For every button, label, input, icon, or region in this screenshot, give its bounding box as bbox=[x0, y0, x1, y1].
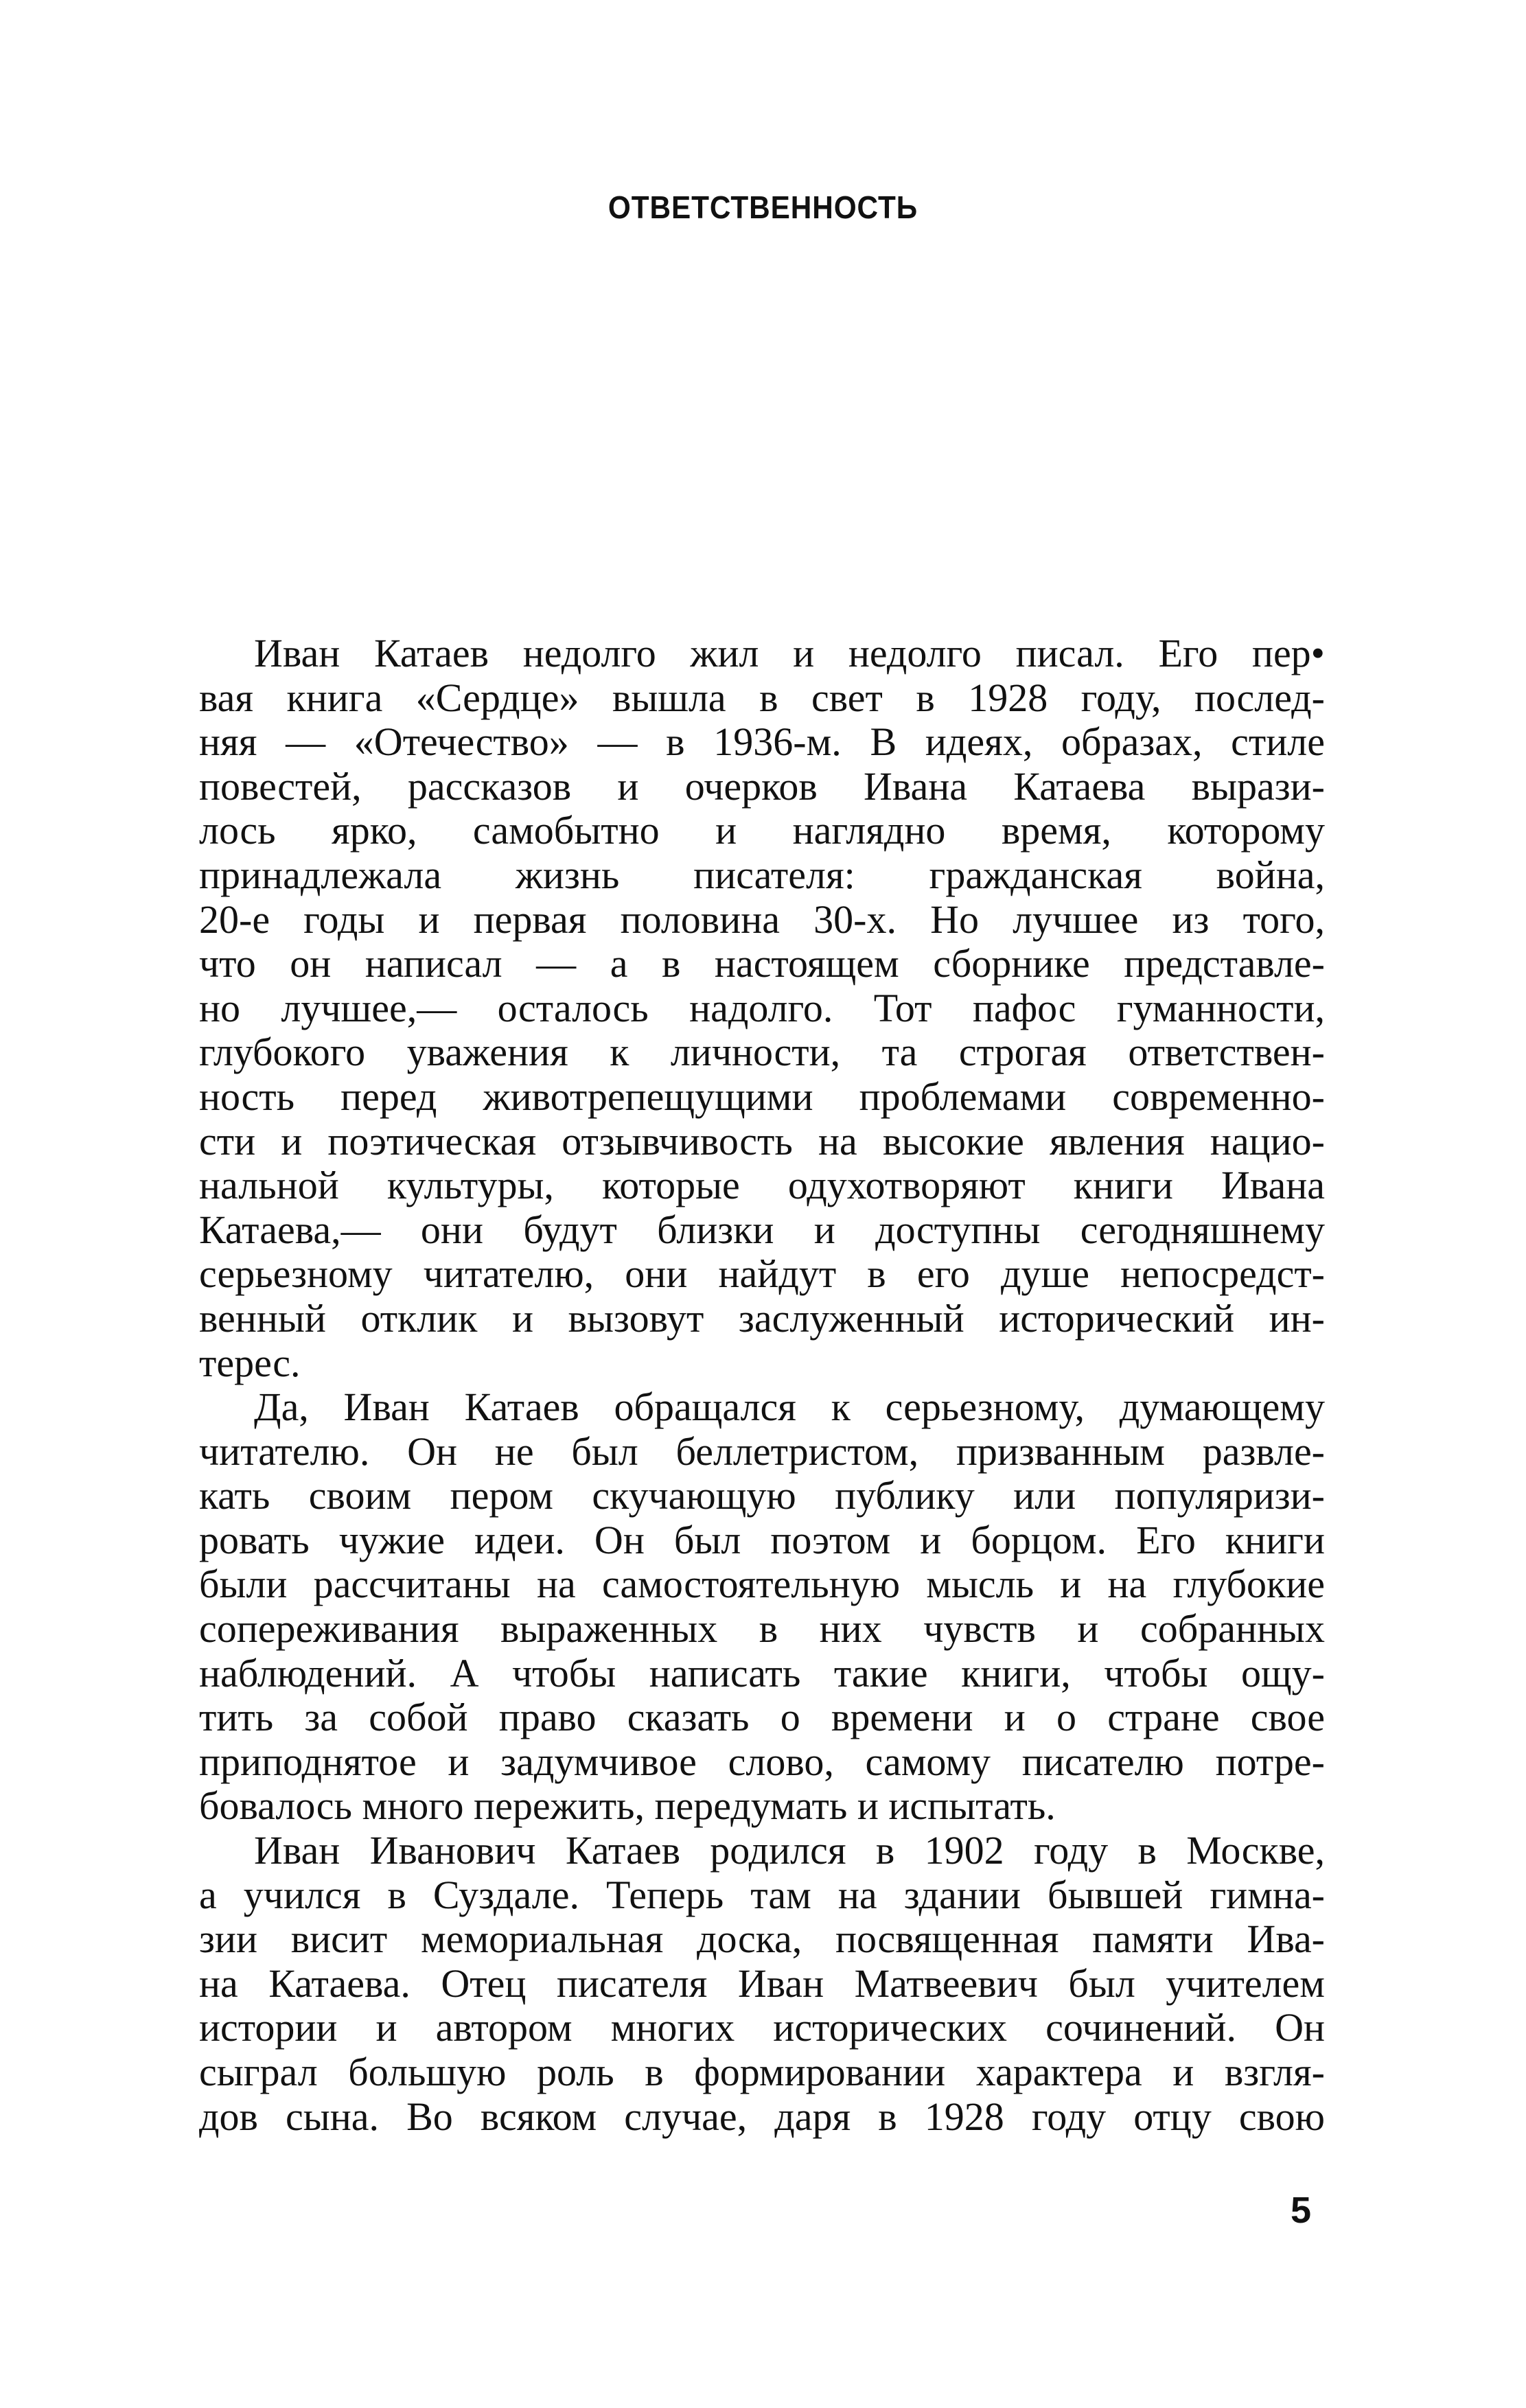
text-line: сти и поэтическая отзывчивость на высокие явления нацио- bbox=[199, 1118, 1325, 1164]
text-line: но лучшее,— осталось надолго. Тот пафос гуманности, bbox=[199, 985, 1325, 1030]
text-line: тить за собой право сказать о времени и о стране свое bbox=[199, 1695, 1325, 1740]
text-line: 20-е годы и первая половина 30-х. Но лучшее из того, bbox=[199, 896, 1325, 942]
text-line: серьезному читателю, они найдут в его душе непосредст- bbox=[199, 1251, 1325, 1297]
text-line: принадлежала жизнь писателя: гражданская война, bbox=[199, 852, 1325, 897]
text-line: наблюдений. А чтобы написать такие книги, чтобы ощу- bbox=[199, 1650, 1325, 1695]
text-line: лось ярко, самобытно и наглядно время, которому bbox=[199, 808, 1325, 853]
text-line: няя — «Отечество» — в 1936-м. В идеях, образах, стиле bbox=[199, 719, 1325, 765]
page-number: 5 bbox=[1291, 2190, 1312, 2231]
text-line: глубокого уважения к личности, та строгая ответствен- bbox=[199, 1030, 1325, 1075]
text-line: венный отклик и вызовут заслуженный исторический ин- bbox=[199, 1295, 1325, 1341]
text-line: сопереживания выраженных в них чувств и собранных bbox=[199, 1606, 1325, 1652]
text-line: а учился в Суздале. Теперь там на здании бывшей гимна- bbox=[199, 1872, 1325, 1917]
body-text bbox=[199, 632, 1325, 2139]
text-line: истории и автором многих исторических сочинений. Он bbox=[199, 2005, 1325, 2050]
text-line: Да, Иван Катаев обращался к серьезному, думающему bbox=[254, 1385, 1325, 1430]
text-line: Иван Иванович Катаев родился в 1902 году в Москве, bbox=[254, 1828, 1325, 1873]
text-line: повестей, рассказов и очерков Ивана Катаева вырази- bbox=[199, 763, 1325, 809]
text-line: нальной культуры, которые одухотворяют книги Ивана bbox=[199, 1163, 1325, 1208]
text-line: сыграл большую роль в формировании характера и взгля- bbox=[199, 2050, 1325, 2094]
text-line: дов сына. Во всяком случае, даря в 1928 году отцу свою bbox=[199, 2094, 1325, 2139]
text-line: что он написал — а в настоящем сборнике представле- bbox=[199, 941, 1325, 986]
chapter-title: ОТВЕТСТВЕННОСТЬ bbox=[608, 189, 918, 225]
text-line: вая книга «Сердце» вышла в свет в 1928 году, послед- bbox=[199, 675, 1325, 720]
text-line: зии висит мемориальная доска, посвященная памяти Ива- bbox=[199, 1917, 1325, 1962]
text-line: на Катаева. Отец писателя Иван Матвеевич был учителем bbox=[199, 1960, 1325, 2006]
text-line: ровать чужие идеи. Он был поэтом и борцом. Его книги bbox=[199, 1517, 1325, 1562]
text-line: бовалось много пережить, передумать и испытать. bbox=[199, 1783, 1056, 1829]
text-line: Иван Катаев недолго жил и недолго писал. Его пер• bbox=[254, 631, 1325, 675]
text-line: читателю. Он не был беллетристом, призванным развле- bbox=[199, 1428, 1325, 1474]
text-line: ность перед животрепещущими проблемами современно- bbox=[199, 1074, 1325, 1119]
text-line: приподнятое и задумчивое слово, самому писателю потре- bbox=[199, 1739, 1325, 1784]
text-line: были рассчитаны на самостоятельную мысль и на глубокие bbox=[199, 1562, 1325, 1607]
text-line: терес. bbox=[199, 1340, 301, 1385]
text-line: Катаева,— они будут близки и доступны сегодняшнему bbox=[199, 1207, 1325, 1252]
text-line: кать своим пером скучающую публику или популяризи- bbox=[199, 1473, 1325, 1518]
